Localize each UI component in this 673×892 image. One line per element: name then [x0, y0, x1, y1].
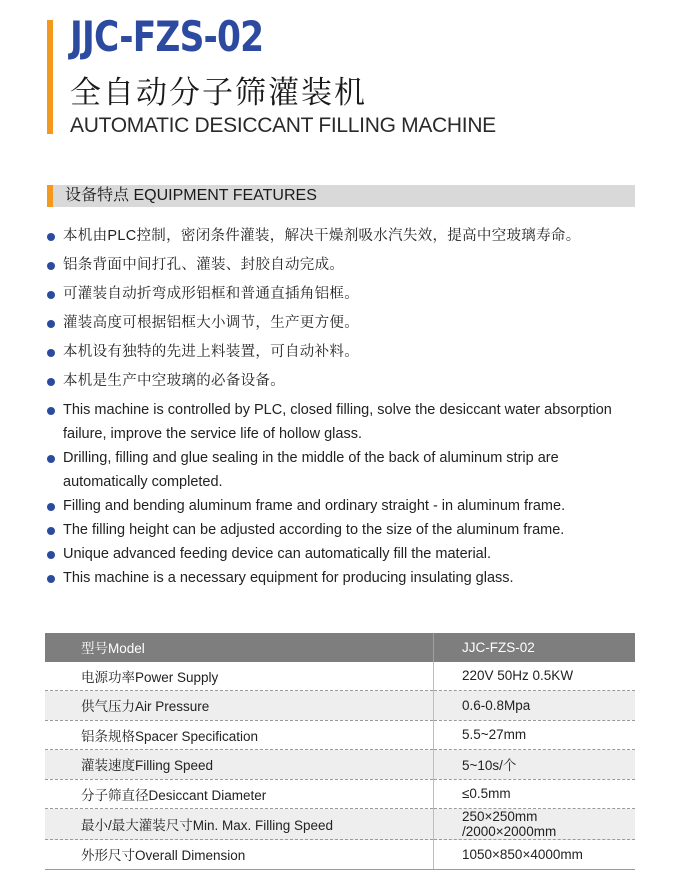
- feature-text: Filling and bending aluminum frame and ordinary straight - in aluminum frame.: [63, 498, 566, 514]
- spec-value: ≤0.5mm: [434, 779, 636, 809]
- feature-text: The filling height can be adjusted according to the size of the aluminum frame.: [63, 522, 565, 538]
- feature-text: 本机是生产中空玻璃的必备设备。: [63, 373, 285, 389]
- model-code: JJC-FZS-02: [70, 12, 264, 61]
- bullet-icon: [47, 527, 55, 535]
- feature-item-cn: [47, 311, 642, 335]
- spec-label: 外形尺寸Overall Dimension: [45, 840, 434, 870]
- bullet-icon: [47, 575, 55, 583]
- spec-row: [45, 662, 635, 691]
- feature-item-cn: [47, 369, 642, 393]
- feature-item-en: [47, 446, 642, 494]
- spec-label: 灌装速度Filling Speed: [45, 750, 434, 780]
- spec-table: [45, 633, 635, 870]
- spec-row: [45, 809, 635, 840]
- feature-text: This machine is a necessary equipment for producing insulating glass.: [63, 570, 514, 586]
- feature-item-en: [47, 494, 642, 518]
- bullet-icon: [47, 320, 55, 328]
- spec-value: 0.6-0.8Mpa: [434, 691, 636, 721]
- feature-text: 灌装高度可根据铝框大小调节，生产更方便。: [63, 315, 359, 331]
- spec-value: 250×250mm /2000×2000mm: [434, 809, 636, 840]
- bullet-icon: [47, 455, 55, 463]
- bullet-icon: [47, 233, 55, 241]
- section-header: [47, 185, 635, 207]
- spec-value: 1050×850×4000mm: [434, 840, 636, 870]
- feature-item-en: [47, 566, 642, 590]
- spec-value: 220V 50Hz 0.5KW: [434, 662, 636, 691]
- spec-row: [45, 691, 635, 721]
- bullet-icon: [47, 291, 55, 299]
- feature-text: This machine is controlled by PLC, closed filling, solve the desiccant water absorption failure, improve the service life of hollow glass.: [63, 402, 612, 442]
- spec-row: [45, 779, 635, 809]
- feature-text: 可灌装自动折弯成形铝框和普通直插角铝框。: [63, 286, 359, 302]
- spec-value: 5~10s/个: [434, 750, 636, 780]
- feature-item-cn: [47, 253, 642, 277]
- spec-value: JJC-FZS-02: [434, 633, 636, 662]
- spec-row: [45, 840, 635, 870]
- section-title: 设备特点 EQUIPMENT FEATURES: [65, 187, 317, 204]
- feature-list: [47, 224, 642, 590]
- feature-item-cn: [47, 340, 642, 364]
- section-accent-bar: [47, 185, 53, 207]
- feature-text: Unique advanced feeding device can automatically fill the material.: [63, 546, 491, 562]
- header-accent-bar: [47, 20, 53, 134]
- feature-text: 本机设有独特的先进上料装置，可自动补料。: [63, 344, 359, 360]
- bullet-icon: [47, 551, 55, 559]
- feature-item-cn: [47, 224, 642, 248]
- feature-text: 铝条背面中间打孔、灌装、封胶自动完成。: [63, 257, 345, 273]
- bullet-icon: [47, 349, 55, 357]
- spec-label: 铝条规格Spacer Specification: [45, 720, 434, 750]
- feature-text: 本机由PLC控制，密闭条件灌装，解决干燥剂吸水汽失效，提高中空玻璃寿命。: [63, 228, 581, 244]
- page-title-en: AUTOMATIC DESICCANT FILLING MACHINE: [70, 114, 496, 137]
- spec-label: 供气压力Air Pressure: [45, 691, 434, 721]
- spec-row: [45, 720, 635, 750]
- feature-item-en: [47, 518, 642, 542]
- spec-label: 型号Model: [45, 633, 434, 662]
- spec-label: 电源功率Power Supply: [45, 662, 434, 691]
- bullet-icon: [47, 262, 55, 270]
- feature-text: Drilling, filling and glue sealing in the middle of the back of aluminum strip are automatically completed.: [63, 450, 559, 490]
- feature-item-en: [47, 542, 642, 566]
- spec-label: 最小/最大灌装尺寸Min. Max. Filling Speed: [45, 809, 434, 840]
- spec-table-header: [45, 633, 635, 662]
- bullet-icon: [47, 407, 55, 415]
- bullet-icon: [47, 503, 55, 511]
- feature-item-cn: [47, 282, 642, 306]
- spec-label: 分子筛直径Desiccant Diameter: [45, 779, 434, 809]
- spec-row: [45, 750, 635, 780]
- bullet-icon: [47, 378, 55, 386]
- feature-item-en: [47, 398, 642, 446]
- page-title-cn: 全自动分子筛灌装机: [70, 75, 367, 110]
- spec-value: 5.5~27mm: [434, 720, 636, 750]
